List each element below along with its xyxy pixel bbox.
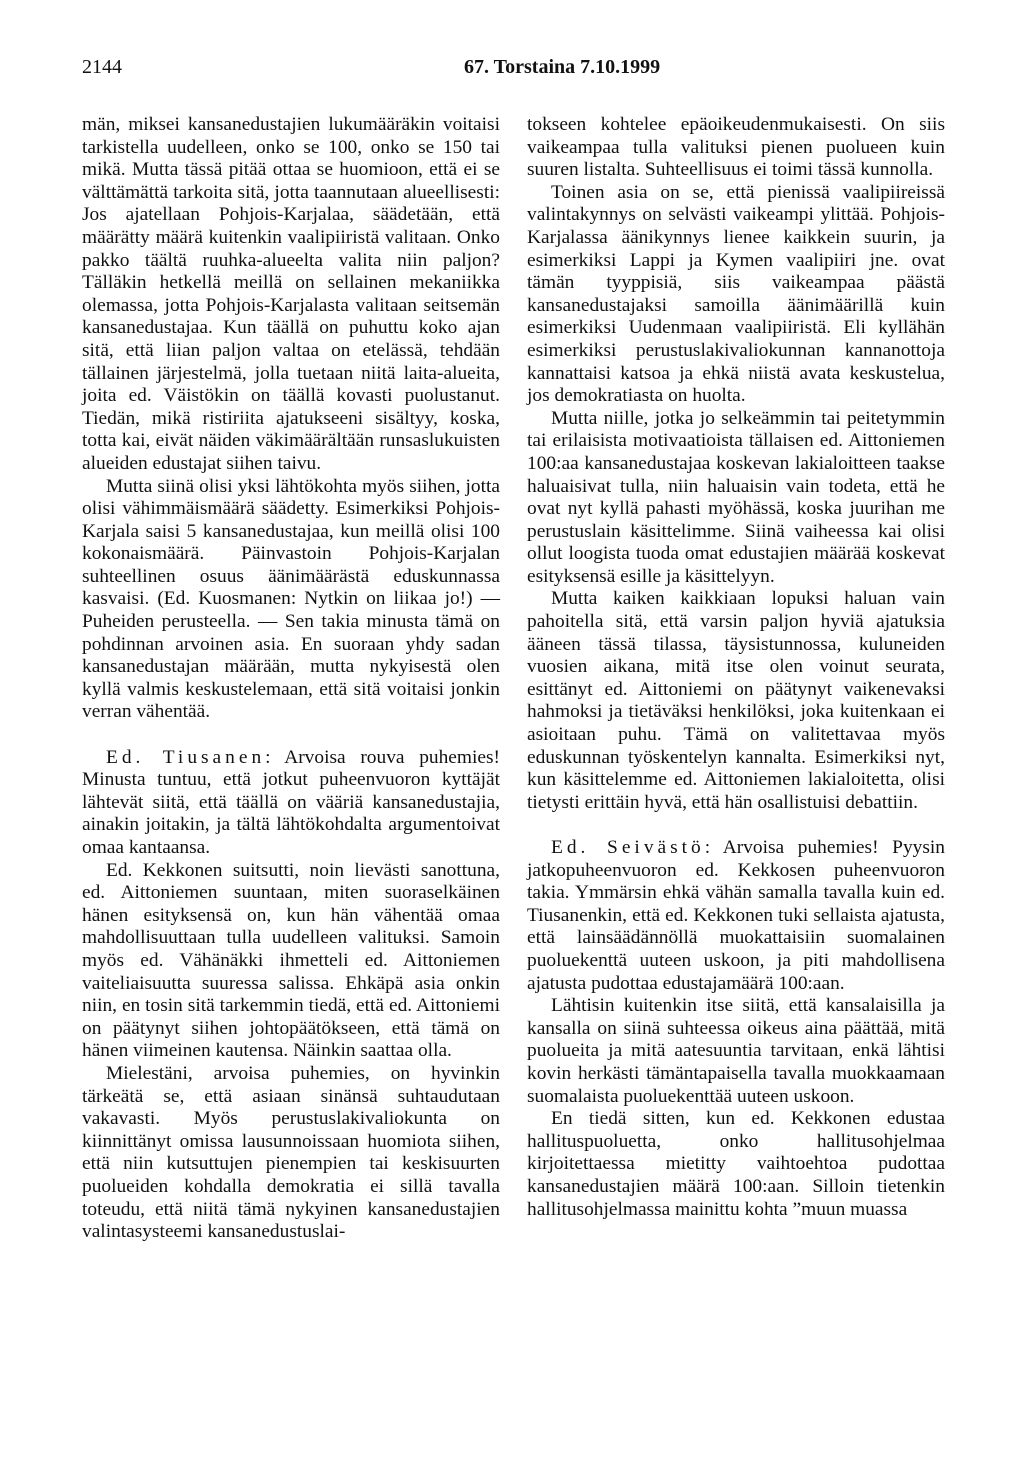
paragraph: Toinen asia on se, että pienissä vaalipiireissä valintakynnys on selvästi vaikeampi ylittää. Pohjois-Karjalassa äänikynnys lienee kaikkein suurin, ja esimerkiksi Lappi ja Kymen vaalipiiri jne. ovat tämän tyyppisiä, siis vaikeampaa päästä kansanedustajaksi samoilla äänimäärillä kuin esimerkiksi Uudenmaan vaalipiiristä. Eli kyllähän esimerkiksi perustuslakivaliokunnan kannanottoja kannattaisi katsoa ja ehkä niistä avata keskustelua, jos demokratiasta on huolta. [527, 181, 945, 407]
paragraph: Mutta kaiken kaikkiaan lopuksi haluan vain pahoitella sitä, että varsin paljon hyviä ajatuksia ääneen tässä tilassa, täysistunnossa, kuluneiden vuosien aikana, mitä itse olen voinut seurata, esittänyt ed. Aittoniemi on päätynyt vaikenevaksi hahmoksi ja tietäväksi henkilöksi, joka kuitenkaan ei asioitaan puhu. Tämä on valitettavaa myös eduskunnan työskentelyn kannalta. Esimerkiksi nyt, kun käsittelemme ed. Aittoniemen lakialoitetta, olisi tietysti erittäin hyvä, että hän osallistuisi debattiin. [527, 588, 945, 813]
speaker-name: Ed. Tiusanen [106, 746, 266, 768]
page-number: 2144 [82, 56, 122, 78]
speech-start [527, 837, 945, 995]
paragraph: tokseen kohtelee epäoikeudenmukaisesti. On siis vaikeampaa tulla valituksi pienen puolueen kuin suuren listalta. Suhteellisuus ei toimi tässä kunnolla. [527, 114, 945, 181]
paragraph: Mielestäni, arvoisa puhemies, on hyvinkin tärkeätä se, että asiaan sinänsä suhtaudutaan vakavasti. Myös perustuslakivaliokunta on kiinnittänyt omissa lausunnoissaan huomiota siihen, että niin kutsuttujen pienempien tai keskisuurten puolueiden kohdalla demokratia ei sillä tavalla toteudu, että niitä tämä nykyinen kansanedustajien valintasysteemi kansanedustuslai- [82, 1062, 500, 1243]
left-column [82, 114, 500, 1244]
paragraph: Mutta siinä olisi yksi lähtökohta myös siihen, jotta olisi vähimmäismäärä säädetty. Esimerkiksi Pohjois-Karjala saisi 5 kansanedustajaa, kun meillä olisi 100 kokonaismäärä. Päinvastoin Pohjois-Karjalan suhteellinen osuus äänimäärästä eduskunnassa kasvaisi. (Ed. Kuosmanen: Nytkin on liikaa jo!) — Puheiden perusteella. — Sen takia minusta tämä on pohdinnan arvoinen asia. En suoraan yhdy sadan kansanedustajan määrään, mutta nykyisestä olen kyllä valmis keskustelemaan, että sitä voitaisi jonkin verran vähentää. [82, 475, 500, 723]
speaker-name: Ed. Seivästö [551, 837, 705, 858]
running-head: 67. Torstaina 7.10.1999 [464, 56, 661, 78]
paragraph: Ed. Kekkonen suitsutti, noin lievästi sanottuna, ed. Aittoniemen suuntaan, miten suoraselkäinen hänen esityksensä on, kun hän vähentää omaa mahdollisuuttaan tulla uudelleen valituksi. Samoin myös ed. Vähänäkki ihmetteli ed. Aittoniemen vaiteliaisuutta suuressa salissa. Ehkäpä asia onkin niin, en tosin sitä tarkemmin tiedä, että ed. Aittoniemi on päätynyt siihen johtopäätökseen, että tämä on hänen viimeinen kautensa. Näinkin saattaa olla. [82, 859, 500, 1062]
speech-start [82, 747, 500, 860]
paragraph: Mutta niille, jotka jo selkeämmin tai peitetymmin tai erilaisista motivaatioista tällaisen ed. Aittoniemen 100:aa kansanedustajaa koskevan lakialoitteen taakse haluaisivat tulla, niin haluaisin vain todeta, että he ovat nyt kyllä pahasti myöhässä, koska juurihan me perustuslain käsittelimme. Siinä vaiheessa kai olisi ollut loogista tuoda omat edustajien määrää koskevat esityksensä esille ja käsittelyyn. [527, 407, 945, 587]
paragraph: En tiedä sitten, kun ed. Kekkonen edustaa hallituspuoluetta, onko hallitusohjelmaa kirjoitettaessa mietitty vaihtoehtoa pudottaa kansanedustajien määrä 100:aan. Silloin tietenkin hallitusohjelmassa mainittu kohta ”muun muassa [527, 1108, 945, 1220]
speech-text: : Arvoisa rouva puhemies! Minusta tuntuu, että jotkut puheenvuoron kyttäjät lähtevät siitä, että täällä on vääriä kansanedustajia, ainakin joitakin, ja tältä lähtökohdalta argumentoivat omaa kantaansa. [82, 746, 500, 858]
speech-text: : Arvoisa puhemies! Pyysin jatkopuheenvuoron ed. Kekkosen puheenvuoron takia. Ymmärsin ehkä vähän samalla tavalla kuin ed. Tiusanenkin, että ed. Kekkonen tuki sellaista ajatusta, että lainsäädännöllä muokattaisiin suomalainen puoluekenttä uuteen uskoon, ja piti mahdollisena ajatusta pudottaa edustajamäärä 100:aan. [527, 837, 945, 994]
paragraph: Lähtisin kuitenkin itse siitä, että kansalaisilla ja kansalla on siinä suhteessa oikeus aina päättää, mitä puolueita ja mitä aatesuuntia tarvitaan, enkä lähtisi kovin herkästi tämäntapaisella tavalla muokkaamaan suomalaista puoluekenttää uuteen uskoon. [527, 995, 945, 1107]
right-column [527, 114, 945, 1221]
page-header [82, 56, 942, 80]
paragraph: män, miksei kansanedustajien lukumääräkin voitaisi tarkistella uudelleen, onko se 100, onko se 150 tai mikä. Mutta tässä pitää ottaa se huomioon, että ei se välttämättä tarkoita sitä, jotta taannutaan alueellisesti: Jos ajatellaan Pohjois-Karjalaa, säädetään, että määrätty määrä kuitenkin vaalipiiristä valitaan. Onko pakko täältä ruuhka-alueelta valita niin paljon? Tälläkin hetkellä meillä on sellainen mekaniikka olemassa, jotta Pohjois-Karjalasta valitaan seitsemän kansanedustajaa. Kun täällä on puhuttu koko ajan sitä, että liian paljon valtaa on etelässä, tehdään tällainen järjestelmä, jolla tuetaan niitä laita-alueita, joita ed. Väistökin on täällä kovasti puolustanut. Tiedän, mikä ristiriita ajatukseeni sisältyy, koska, totta kai, eivät näiden väkimäärältään runsaslukuisten alueiden edustajat siihen taivu. [82, 114, 500, 474]
